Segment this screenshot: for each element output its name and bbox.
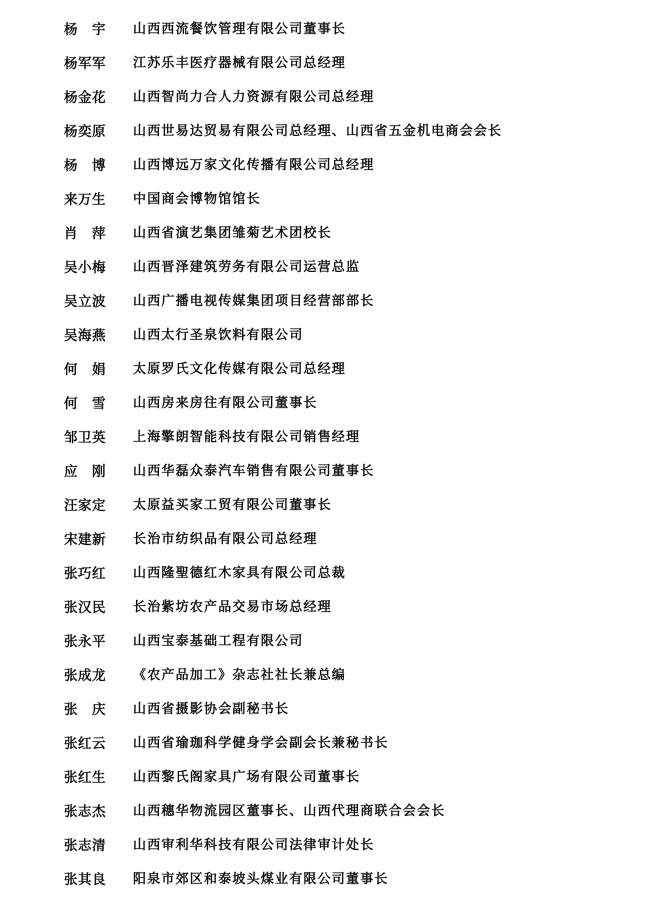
list-item [64, 631, 634, 665]
member-name: 何 雪 [64, 396, 106, 412]
member-title: 山西智尚力合人力资源有限公司总经理 [133, 90, 375, 105]
list-item [64, 427, 634, 461]
member-title: 山西西流餐饮管理有限公司董事长 [133, 22, 347, 37]
member-title: 山西华磊众泰汽车销售有限公司董事长 [133, 464, 375, 479]
list-item [64, 257, 634, 291]
member-name: 吴立波 [64, 294, 106, 310]
member-name: 张志清 [64, 838, 106, 854]
list-item [64, 597, 634, 631]
member-name: 张志杰 [64, 804, 106, 820]
member-name: 张 庆 [64, 702, 106, 718]
member-title: 山西隆聖德红木家具有限公司总裁 [133, 566, 347, 581]
member-name: 张红云 [64, 736, 106, 752]
member-name: 宋建新 [64, 532, 106, 548]
member-name: 应 刚 [64, 464, 106, 480]
member-title: 《农产品加工》杂志社社长兼总编 [133, 668, 347, 683]
member-name: 来万生 [64, 192, 106, 208]
member-name: 杨奕原 [64, 124, 106, 140]
member-name: 何 娟 [64, 362, 106, 378]
member-title: 山西房来房往有限公司董事长 [133, 396, 318, 411]
list-item [64, 869, 634, 903]
list-item [64, 121, 634, 155]
member-title: 太原益买家工贸有限公司董事长 [133, 498, 332, 513]
member-title: 山西博远万家文化传播有限公司总经理 [133, 158, 375, 173]
member-name: 邹卫英 [64, 430, 106, 446]
list-item [64, 835, 634, 869]
member-title: 山西省演艺集团雏菊艺术团校长 [133, 226, 332, 241]
member-name: 张成龙 [64, 668, 106, 684]
list-item [64, 155, 634, 189]
member-title: 上海擎朗智能科技有限公司销售经理 [133, 430, 361, 445]
list-item [64, 699, 634, 733]
member-name: 杨金花 [64, 90, 106, 106]
member-name: 张永平 [64, 634, 106, 650]
list-item [64, 53, 634, 87]
list-item [64, 19, 634, 53]
member-name: 吴小梅 [64, 260, 106, 276]
member-title: 长治市纺织品有限公司总经理 [133, 532, 318, 547]
list-item [64, 87, 634, 121]
member-title: 山西黎氏阁家具广场有限公司董事长 [133, 770, 361, 785]
member-name: 杨 博 [64, 158, 106, 174]
member-title: 中国商会博物馆馆长 [133, 192, 261, 207]
member-title: 山西省瑜珈科学健身学会副会长兼秘书长 [133, 736, 389, 751]
list-item [64, 461, 634, 495]
list-item [64, 665, 634, 699]
list-item [64, 325, 634, 359]
member-title: 山西审利华科技有限公司法律审计处长 [133, 838, 375, 853]
list-item [64, 393, 634, 427]
member-title: 长治紫坊农产品交易市场总经理 [133, 600, 332, 615]
list-item [64, 359, 634, 393]
list-item [64, 733, 634, 767]
member-name: 张红生 [64, 770, 106, 786]
member-name: 肖 萍 [64, 226, 106, 242]
list-item [64, 291, 634, 325]
member-title: 山西广播电视传媒集团项目经营部部长 [133, 294, 375, 309]
member-title: 山西省摄影协会副秘书长 [133, 702, 290, 717]
list-item [64, 189, 634, 223]
member-title: 阳泉市郊区和泰坡头煤业有限公司董事长 [133, 872, 389, 887]
list-item [64, 563, 634, 597]
member-title: 山西世易达贸易有限公司总经理、山西省五金机电商会会长 [133, 124, 503, 139]
member-title: 山西太行圣泉饮料有限公司 [133, 328, 304, 343]
list-item [64, 495, 634, 529]
list-item [64, 801, 634, 835]
member-name: 张巧红 [64, 566, 106, 582]
member-name: 张汉民 [64, 600, 106, 616]
member-title: 山西晋泽建筑劳务有限公司运营总监 [133, 260, 361, 275]
member-title: 山西宝泰基础工程有限公司 [133, 634, 304, 649]
member-title: 山西穗华物流园区董事长、山西代理商联合会会长 [133, 804, 446, 819]
list-item [64, 767, 634, 801]
member-name: 杨 宇 [64, 22, 106, 38]
list-item [64, 223, 634, 257]
member-title: 太原罗氏文化传媒有限公司总经理 [133, 362, 347, 377]
member-name: 张其良 [64, 872, 106, 888]
member-name: 杨军军 [64, 56, 106, 72]
member-name: 汪家定 [64, 498, 106, 514]
member-name: 吴海燕 [64, 328, 106, 344]
member-title: 江苏乐丰医疗器械有限公司总经理 [133, 56, 347, 71]
list-item [64, 529, 634, 563]
member-list [64, 19, 634, 903]
